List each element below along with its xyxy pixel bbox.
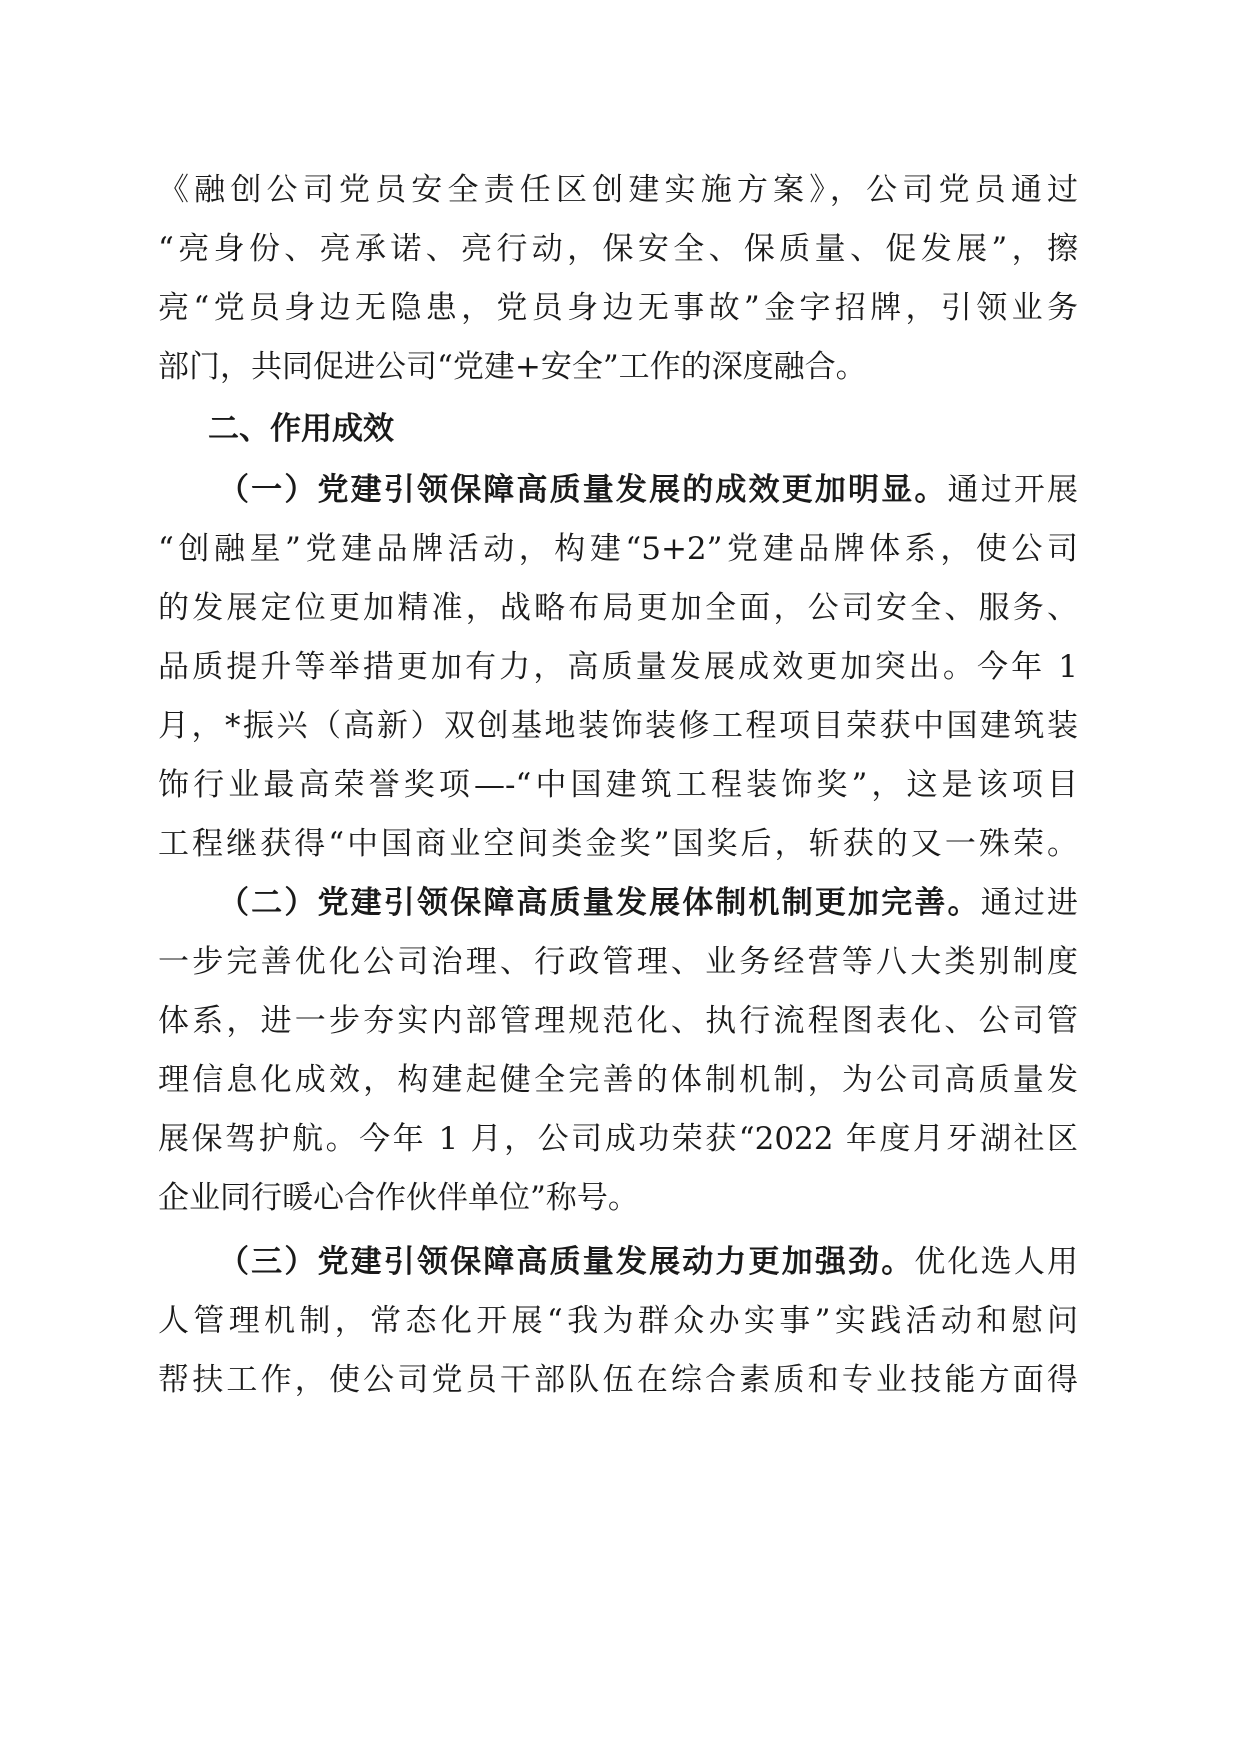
para1-line-1: 《融创公司党员安全责任区创建实施方案》，公司党员通过 — [158, 172, 1078, 208]
para2-line-4: 月，*振兴（高新）双创基地装饰装修工程项目荣获中国建筑装 — [158, 708, 1078, 744]
para3-lead-line — [218, 870, 1078, 936]
para4-line-2: 帮扶工作，使公司党员干部队伍在综合素质和专业技能方面得 — [158, 1362, 1078, 1398]
para4-line-1: 人管理机制，常态化开展“我为群众办实事”实践活动和慰问 — [158, 1303, 1078, 1339]
para2-line-3: 品质提升等举措更加有力，高质量发展成效更加突出。今年 1 — [158, 649, 1078, 685]
para2-line-2: 的发展定位更加精准，战略布局更加全面，公司安全、服务、 — [158, 590, 1078, 626]
para3-line-2: 体系，进一步夯实内部管理规范化、执行流程图表化、公司管 — [158, 1003, 1078, 1039]
para2-lead-rest: 通过开展 — [947, 472, 1079, 508]
para2-line-1: “创融星”党建品牌活动，构建“5+2”党建品牌体系，使公司 — [158, 531, 1078, 567]
para3-line-5: 企业同行暖心合作伙伴单位”称号。 — [158, 1180, 639, 1216]
para3-lead-bold: （二）党建引领保障高质量发展体制机制更加完善。 — [218, 885, 981, 921]
para1-line-4: 部门，共同促进公司“党建+安全”工作的深度融合。 — [158, 349, 867, 385]
para3-line-1: 一步完善优化公司治理、行政管理、业务经营等八大类别制度 — [158, 944, 1078, 980]
para2-lead-bold: （一）党建引领保障高质量发展的成效更加明显。 — [218, 472, 948, 508]
para4-lead-bold: （三）党建引领保障高质量发展动力更加强劲。 — [218, 1244, 915, 1280]
para3-lead-rest: 通过进 — [980, 885, 1079, 921]
para3-line-3: 理信息化成效，构建起健全完善的体制机制，为公司高质量发 — [158, 1062, 1078, 1098]
section-heading: 二、作用成效 — [208, 411, 394, 447]
para2-line-5: 饰行业最高荣誉奖项—-“中国建筑工程装饰奖”，这是该项目 — [158, 767, 1078, 803]
para2-lead-line — [218, 457, 1078, 523]
para2-line-6: 工程继获得“中国商业空间类金奖”国奖后，斩获的又一殊荣。 — [158, 826, 1078, 862]
para3-line-4: 展保驾护航。今年 1 月，公司成功荣获“2022 年度月牙湖社区 — [158, 1121, 1078, 1157]
para1-line-2: “亮身份、亮承诺、亮行动，保安全、保质量、促发展”，擦 — [158, 231, 1078, 267]
para4-lead-line — [218, 1229, 1078, 1295]
para1-line-3: 亮“党员身边无隐患，党员身边无事故”金字招牌，引领业务 — [158, 290, 1078, 326]
para4-lead-rest: 优化选人用 — [914, 1244, 1078, 1280]
